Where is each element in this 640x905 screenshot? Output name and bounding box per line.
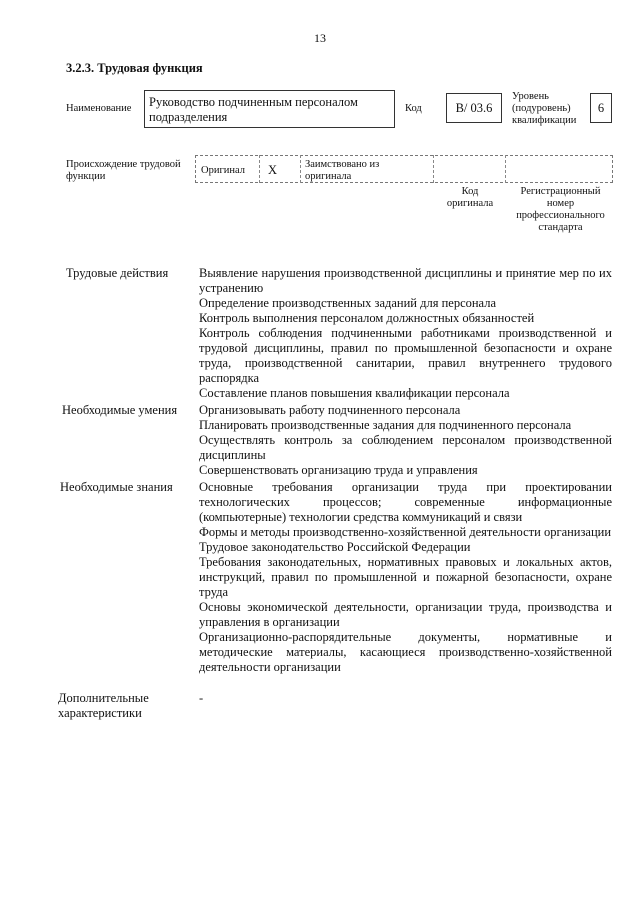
- name-label: Наименование: [66, 103, 132, 114]
- name-value: Руководство подчиненным персоналом подразделения: [149, 95, 358, 124]
- page-number: 13: [314, 31, 326, 45]
- name-box: [144, 90, 395, 128]
- list-item: Организовывать работу подчиненного персонала: [199, 403, 461, 417]
- list-item: Формы и методы производственно-хозяйственной деятельности организации: [199, 525, 612, 539]
- level-label: Уровень (подуровень) квалификации: [512, 91, 577, 126]
- list-item: Требования законодательных, нормативных правовых и локальных актов, инструкций, правил по промышленной и пожарной безопасности, охране труда: [199, 555, 612, 599]
- origin-divider: [433, 155, 434, 183]
- section-items-knowledge: [199, 480, 612, 675]
- list-item: Основные требования организации труда при проектировании технологических процессов; современные информационные (компьютерные) технологии средства коммуникаций и связи: [199, 480, 612, 524]
- origin-divider: [505, 155, 506, 183]
- list-item: -: [199, 691, 204, 705]
- section-title: 3.2.3. Трудовая функция: [66, 61, 203, 75]
- list-item: Выявление нарушения производственной дисциплины и принятие мер по их устранению: [199, 266, 612, 295]
- section-items-skills: [199, 403, 612, 478]
- section-items-actions: [199, 266, 612, 401]
- list-item: Осуществлять контроль за соблюдением персоналом производственной дисциплины: [199, 433, 612, 462]
- section-label-additional: Дополнительные характеристики: [58, 691, 149, 720]
- list-item: Составление планов повышения квалификации персонала: [199, 386, 510, 400]
- level-value: 6: [597, 101, 605, 115]
- origin-divider: [259, 155, 260, 183]
- list-item: Организационно-распорядительные документы, нормативные и методические материалы, касающиеся производственно-хозяйственной деятельности организации: [199, 630, 612, 674]
- code-original-label: Код оригинала: [446, 186, 494, 209]
- list-item: Контроль соблюдения подчиненными работниками производственной и трудовой дисциплины, правил по промышленной безопасности и охране труда, производственной санитарии, правил внутреннего трудового распорядка: [199, 326, 612, 385]
- list-item: Основы экономической деятельности, организации труда, производства и управления в организации: [199, 600, 612, 629]
- list-item: Трудовое законодательство Российской Федерации: [199, 540, 471, 554]
- code-value: B/ 03.6: [455, 101, 493, 115]
- list-item: Контроль выполнения персоналом должностных обязанностей: [199, 311, 535, 325]
- section-label-actions: Трудовые действия: [66, 266, 169, 280]
- borrowed-label: Заимствовано из оригинала: [305, 159, 380, 182]
- code-box: [446, 93, 502, 123]
- section-label-skills: Необходимые умения: [62, 403, 178, 417]
- section-label-knowledge: Необходимые знания: [60, 480, 173, 494]
- original-mark: X: [268, 163, 278, 177]
- code-label: Код: [405, 103, 422, 114]
- list-item: Планировать производственные задания для подчиненного персонала: [199, 418, 572, 432]
- origin-label: Происхождение трудовой функции: [66, 159, 181, 182]
- list-item: Определение производственных заданий для персонала: [199, 296, 496, 310]
- original-label: Оригинал: [201, 165, 245, 176]
- reg-number-label: Регистрационный номер профессионального стандарта: [516, 186, 605, 233]
- section-items-additional: [199, 691, 612, 706]
- level-box: [590, 93, 612, 123]
- origin-divider: [300, 155, 301, 183]
- list-item: Совершенствовать организацию труда и управления: [199, 463, 478, 477]
